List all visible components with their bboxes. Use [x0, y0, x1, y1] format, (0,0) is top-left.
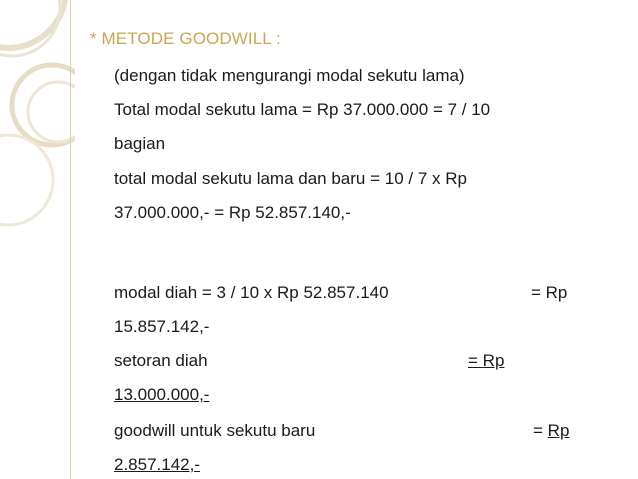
goodwill-rp — [533, 421, 569, 441]
setoran-rp: Rp — [482, 351, 505, 370]
slide-title: * METODE GOODWILL : — [90, 29, 281, 48]
text-line-goodwill: goodwill untuk sekutu baru — [114, 421, 316, 440]
setoran-eq: = — [468, 351, 478, 370]
text-line-total-result: 37.000.000,- = Rp 52.857.140,- — [114, 203, 351, 222]
text-line-bagian: bagian — [114, 134, 166, 153]
decorative-rings — [0, 0, 75, 479]
text-line-setoran-diah-value: 13.000.000,- — [114, 385, 210, 404]
text-line-goodwill-value: 2.857.142,- — [114, 455, 201, 474]
text-line-total-modal-lama: Total modal sekutu lama = Rp 37.000.000 = 7 / 10 — [114, 100, 491, 119]
text-line-modal-diah-value: 15.857.142,- — [114, 317, 210, 336]
text-line-total-modal-lama-baru: total modal sekutu lama dan baru = 10 / 7 x Rp — [114, 169, 467, 188]
text-line-setoran-diah: setoran diah — [114, 351, 208, 370]
text-line-subtitle: (dengan tidak mengurangi modal sekutu lama) — [114, 66, 465, 85]
setoran-diah-rp — [468, 351, 504, 371]
slide-divider-line — [70, 0, 71, 479]
modal-diah-rp: = Rp — [531, 283, 568, 302]
text-line-modal-diah: modal diah = 3 / 10 x Rp 52.857.140 — [114, 283, 389, 302]
goodwill-eq: = — [533, 421, 543, 440]
goodwill-rp-text: Rp — [547, 421, 570, 440]
